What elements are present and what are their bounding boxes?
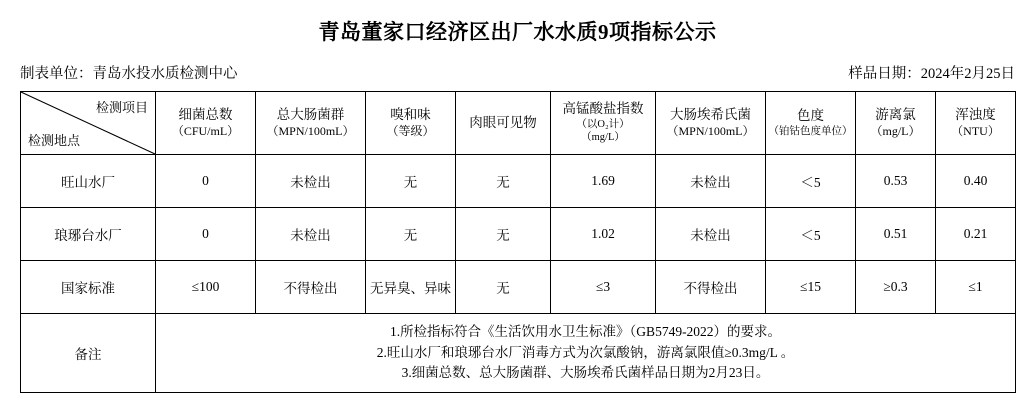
cell-free-chlorine: ≥0.3	[856, 261, 936, 314]
col-unit: （MPN/100mL）	[266, 123, 355, 138]
col-unit: （铂钴色度单位）	[768, 125, 853, 137]
column-header-total-coliform	[256, 92, 366, 155]
table-row	[21, 208, 1016, 261]
cell-chromaticity: ≤15	[766, 261, 856, 314]
cell-permanganate-index: ≤3	[551, 261, 656, 314]
col-unit: （NTU）	[951, 123, 1000, 138]
cell-odor-taste: 无异臭、异味	[366, 261, 456, 314]
cell-bacteria-count: ≤100	[156, 261, 256, 314]
column-header-chromaticity	[766, 92, 856, 155]
cell-chromaticity: ＜5	[766, 155, 856, 208]
water-quality-table	[20, 91, 1016, 393]
column-header-turbidity	[936, 92, 1016, 155]
cell-ecoli: 未检出	[656, 155, 766, 208]
cell-visible-matter: 无	[456, 208, 551, 261]
col-name: 游离氯	[875, 107, 916, 123]
column-header-bacteria-count	[156, 92, 256, 155]
cell-total-coliform: 未检出	[256, 208, 366, 261]
col-unit: （mg/L）	[870, 123, 921, 138]
cell-total-coliform: 未检出	[256, 155, 366, 208]
row-label: 琅琊台水厂	[21, 208, 156, 261]
remark-line-2: 2.旺山水厂和琅琊台水厂消毒方式为次氯酸钠，游离氯限值≥0.3mg/L 。	[376, 344, 795, 360]
col-name: 色度	[797, 108, 824, 123]
row-label: 国家标准	[21, 261, 156, 314]
cell-permanganate-index: 1.02	[551, 208, 656, 261]
corner-header-top: 检测项目	[95, 100, 148, 115]
meta-row	[0, 46, 1035, 91]
issuer-label: 制表单位：青岛水投水质检测中心	[20, 66, 238, 82]
col-name: 大肠埃希氏菌	[670, 107, 751, 123]
table-row	[21, 261, 1016, 314]
table-row	[21, 155, 1016, 208]
cell-turbidity: 0.21	[936, 208, 1016, 261]
column-header-free-chlorine	[856, 92, 936, 155]
cell-free-chlorine: 0.51	[856, 208, 936, 261]
cell-bacteria-count: 0	[156, 155, 256, 208]
cell-odor-taste: 无	[366, 208, 456, 261]
cell-ecoli: 未检出	[656, 208, 766, 261]
corner-header-cell	[21, 92, 156, 155]
remark-row	[21, 314, 1016, 393]
cell-turbidity: ≤1	[936, 261, 1016, 314]
cell-bacteria-count: 0	[156, 208, 256, 261]
cell-ecoli: 不得检出	[656, 261, 766, 314]
cell-permanganate-index: 1.69	[551, 155, 656, 208]
col-unit: （MPN/100mL）	[666, 123, 755, 138]
corner-header-bottom: 检测地点	[28, 133, 81, 148]
table-header-row	[21, 92, 1016, 155]
col-unit: （CFU/mL）	[171, 123, 240, 138]
col-name: 细菌总数	[178, 107, 233, 123]
col-name: 肉眼可见物	[469, 114, 537, 130]
column-header-odor-taste	[366, 92, 456, 155]
cell-odor-taste: 无	[366, 155, 456, 208]
page-title: 青岛董家口经济区出厂水水质9项指标公示	[318, 20, 717, 44]
row-label: 旺山水厂	[21, 155, 156, 208]
sample-date-label: 样品日期：2024年2月25日	[848, 66, 1015, 82]
col-unit: （以O₂计）	[576, 119, 630, 131]
column-header-permanganate-index	[551, 92, 656, 155]
cell-visible-matter: 无	[456, 155, 551, 208]
remark-line-1: 1.所检指标符合《生活饮用水卫生标准》（GB5749-2022）的要求。	[389, 323, 782, 339]
col-name: 高锰酸盐指数	[562, 101, 644, 117]
cell-visible-matter: 无	[456, 261, 551, 314]
col-name: 嗅和味	[390, 107, 431, 123]
col-unit: （等级）	[386, 123, 435, 138]
cell-free-chlorine: 0.53	[856, 155, 936, 208]
remark-line-3: 3.细菌总数、总大肠菌群、大肠埃希氏菌样品日期为2月23日。	[401, 365, 770, 381]
cell-total-coliform: 不得检出	[256, 261, 366, 314]
remark-body	[156, 314, 1016, 393]
col-name: 总大肠菌群	[276, 107, 345, 123]
column-header-visible-matter	[456, 92, 551, 155]
cell-turbidity: 0.40	[936, 155, 1016, 208]
col-unit-extra: （mg/L）	[581, 132, 625, 144]
remark-label: 备注	[21, 314, 156, 393]
cell-chromaticity: ＜5	[766, 208, 856, 261]
col-name: 浑浊度	[955, 107, 996, 123]
column-header-ecoli	[656, 92, 766, 155]
